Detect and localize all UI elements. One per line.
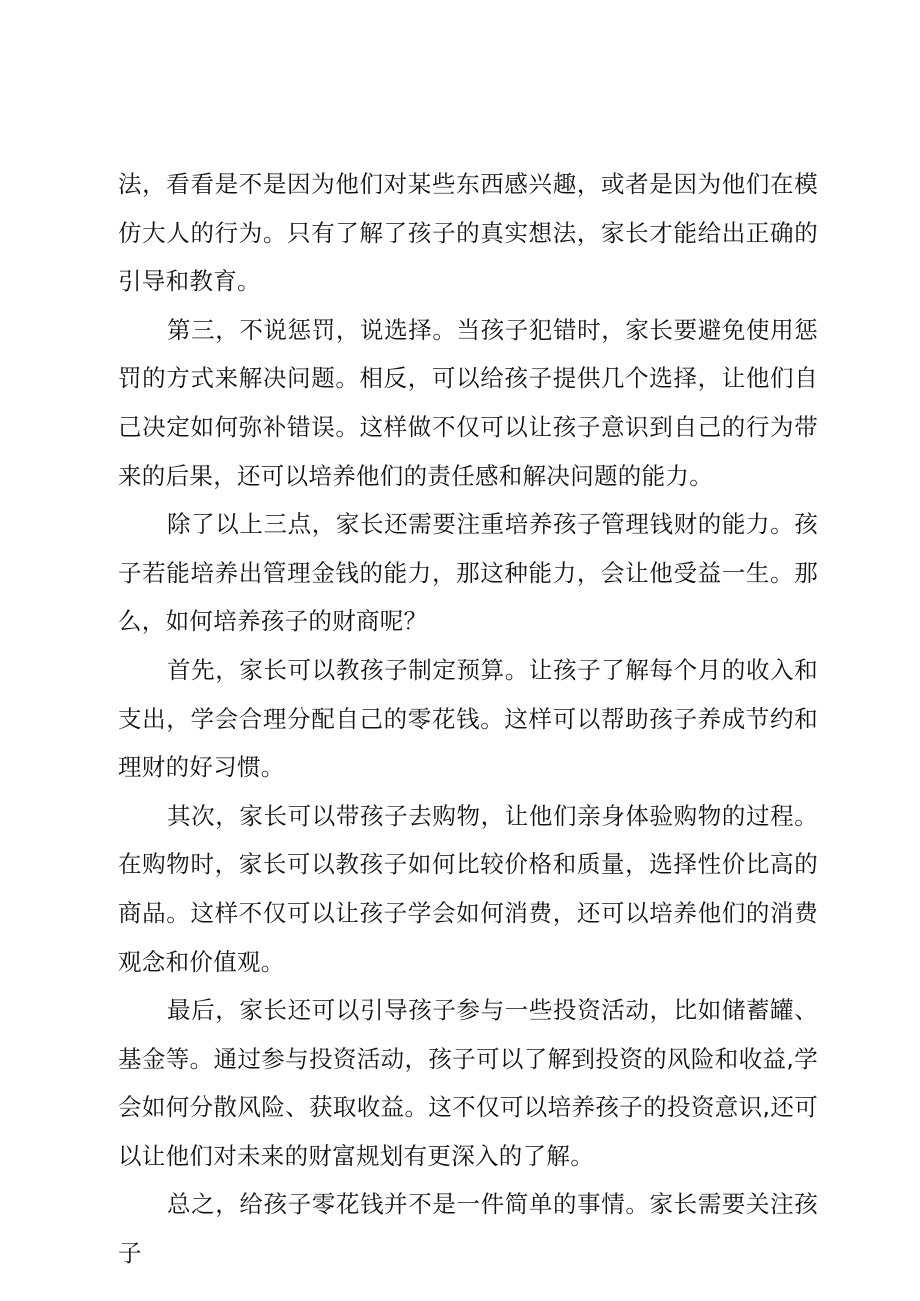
- paragraph-continuation: 法，看看是不是因为他们对某些东西感兴趣，或者是因为他们在模仿大人的行为。只有了解了孩子的真实想法，家长才能给出正确的引导和教育。: [118, 170, 818, 296]
- paragraph-conclusion: 总之，给孩子零花钱并不是一件简单的事情。家长需要关注孩子: [118, 1190, 818, 1268]
- paragraph-budget: 首先，家长可以教孩子制定预算。让孩子了解每个月的收入和支出，学会合理分配自己的零花钱。这样可以帮助孩子养成节约和理财的好习惯。: [118, 655, 818, 782]
- paragraph-investment: 最后，家长还可以引导孩子参与一些投资活动，比如储蓄罐、基金等。通过参与投资活动，孩子可以了解到投资的风险和收益,学会如何分散风险、获取收益。这不仅可以培养孩子的投资意识,还可以让他们对未来的财富规划有更深入的了解。: [118, 996, 818, 1170]
- document-body: [118, 160, 818, 1278]
- paragraph-third-point: 第三，不说惩罚，说选择。当孩子犯错时，家长要避免使用惩罚的方式来解决问题。相反，可以给孩子提供几个选择，让他们自己决定如何弥补错误。这样做不仅可以让孩子意识到自己的行为带来的后果，还可以培养他们的责任感和解决问题的能力。: [118, 315, 818, 490]
- paragraph-money-management: 除了以上三点，家长还需要注重培养孩子管理钱财的能力。孩子若能培养出管理金钱的能力，那这种能力，会让他受益一生。那么，如何培养孩子的财商呢？: [118, 510, 818, 636]
- paragraph-shopping: 其次，家长可以带孩子去购物，让他们亲身体验购物的过程。在购物时，家长可以教孩子如何比较价格和质量，选择性价比高的商品。这样不仅可以让孩子学会如何消费，还可以培养他们的消费观念和价值观。: [118, 801, 818, 976]
